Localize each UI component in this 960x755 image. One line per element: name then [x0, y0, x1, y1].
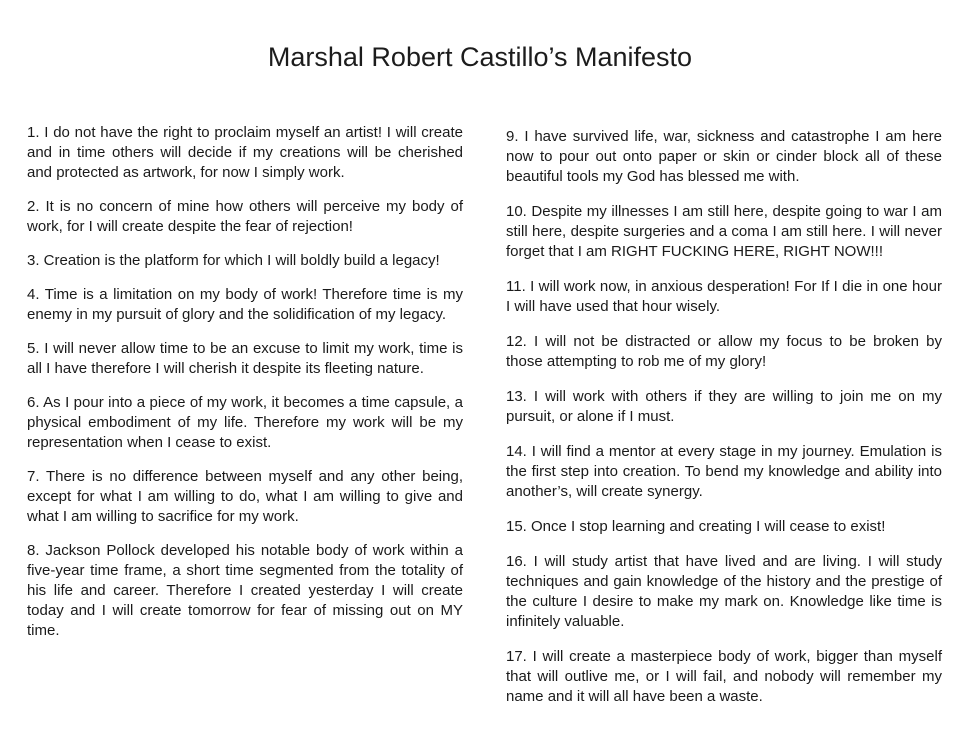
manifesto-item-13: 13. I will work with others if they are willing to join me on my pursuit, or alone if I must.	[506, 388, 942, 425]
manifesto-item-3: 3. Creation is the platform for which I will boldly build a legacy!	[27, 252, 440, 269]
manifesto-item-5: 5. I will never allow time to be an excuse to limit my work, time is all I have therefore I will cherish it despite its fleeting nature.	[27, 340, 463, 377]
manifesto-item-17: 17. I will create a masterpiece body of work, bigger than myself that will outlive me, or I will fail, and nobody will remember my name and it will all have been a waste.	[506, 648, 942, 705]
manifesto-item-4: 4. Time is a limitation on my body of work! Therefore time is my enemy in my pursuit of glory and the solidification of my legacy.	[27, 286, 463, 323]
manifesto-item-12: 12. I will not be distracted or allow my focus to be broken by those attempting to rob me of my glory!	[506, 333, 942, 370]
manifesto-item-9: 9. I have survived life, war, sickness and catastrophe I am here now to pour out onto paper or skin or cinder block all of these beautiful tools my God has blessed me with.	[506, 128, 942, 185]
manifesto-item-8: 8. Jackson Pollock developed his notable body of work within a five-year time frame, a short time segmented from the totality of his life and career. Therefore I created yesterday I will create today and I will create tomorrow for fear of missing out on MY time.	[27, 542, 463, 639]
manifesto-item-1: 1. I do not have the right to proclaim myself an artist! I will create and in time others will decide if my creations will be cherished and protected as artwork, for now I simply work.	[27, 124, 463, 181]
manifesto-item-6: 6. As I pour into a piece of my work, it becomes a time capsule, a physical embodiment of my life. Therefore my work will be my representation when I cease to exist.	[27, 394, 463, 451]
manifesto-item-2: 2. It is no concern of mine how others will perceive my body of work, for I will create despite the fear of rejection!	[27, 198, 463, 235]
manifesto-item-14: 14. I will find a mentor at every stage in my journey. Emulation is the first step into creation. To bend my knowledge and ability into another’s, will create synergy.	[506, 443, 942, 500]
manifesto-item-11: 11. I will work now, in anxious desperation! For If I die in one hour I will have used that hour wisely.	[506, 278, 942, 315]
manifesto-item-10: 10. Despite my illnesses I am still here, despite going to war I am still here, despite surgeries and a coma I am still here. I will never forget that I am RIGHT FUCKING HERE, RIGHT NOW!!!	[506, 203, 942, 260]
manifesto-item-16: 16. I will study artist that have lived and are living. I will study techniques and gain knowledge of the history and the prestige of the culture I desire to make my mark on. Knowledge like time is infinitely valuable.	[506, 553, 942, 630]
right-column	[506, 127, 942, 722]
manifesto-item-7: 7. There is no difference between myself and any other being, except for what I am willing to do, what I am willing to give and what I am willing to sacrifice for my work.	[27, 468, 463, 525]
page-title: Marshal Robert Castillo’s Manifesto	[267, 42, 693, 72]
left-column	[27, 123, 463, 655]
manifesto-item-15: 15. Once I stop learning and creating I will cease to exist!	[506, 518, 886, 535]
